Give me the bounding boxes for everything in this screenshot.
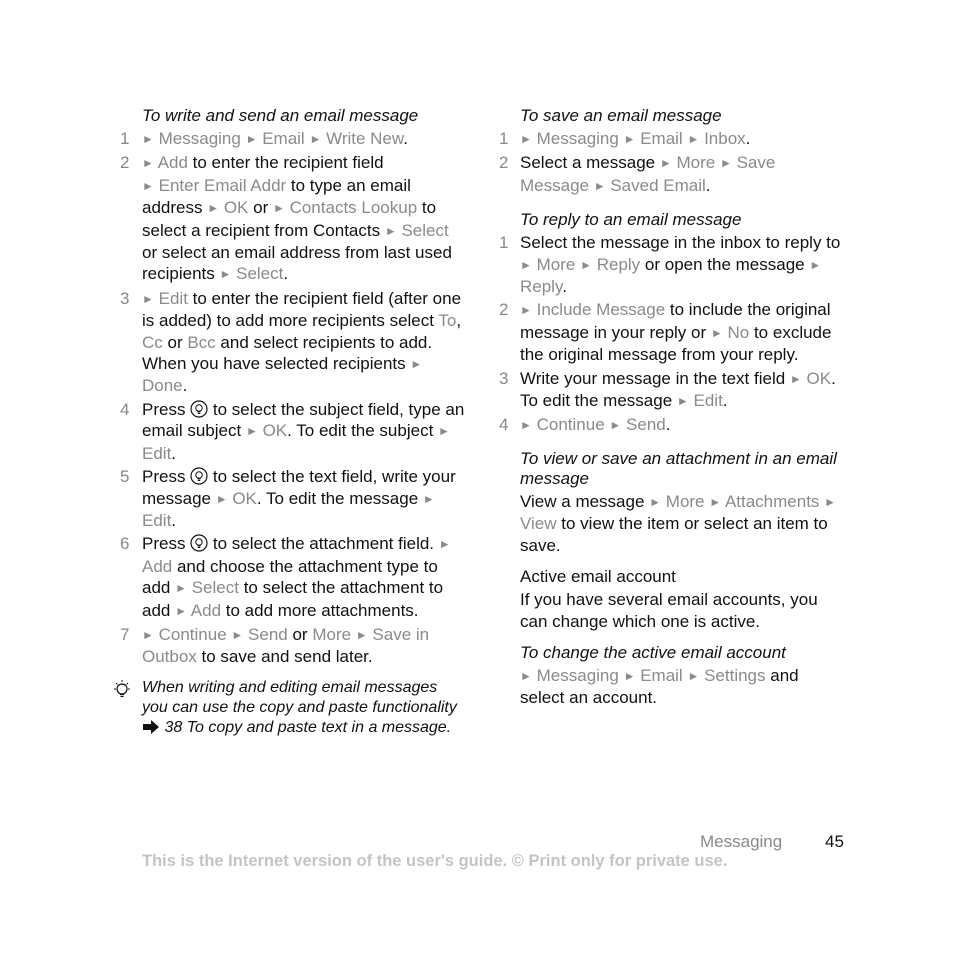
active-account-text: If you have several email accounts, you can change which one is active. (520, 590, 818, 631)
arrow-icon: ► (438, 424, 450, 439)
reply-step-1: 1 Select the message in the inbox to reply to ► More ► Reply or open the message ► Reply. (499, 233, 841, 297)
write-step-5: 5 Press to select the text field, write your message ► OK. To edit the message ► Edit. (120, 467, 456, 530)
page-number: 45 (825, 832, 844, 851)
arrow-icon: ► (142, 178, 154, 193)
left-column (120, 105, 466, 738)
arrow-icon: ► (520, 257, 532, 272)
arrow-icon: ► (207, 201, 220, 216)
arrow-icon: ► (709, 494, 722, 509)
arrow-icon: ► (687, 668, 700, 683)
select-key-icon (190, 400, 208, 418)
change-account-text: ► Messaging ► Email ► Settings and select an account. (520, 665, 799, 708)
right-column (499, 105, 845, 709)
arrow-icon: ► (593, 178, 606, 193)
arrow-icon: ► (520, 303, 532, 318)
arrow-icon: ► (609, 418, 622, 433)
active-account-heading: Active email account (520, 567, 676, 587)
arrow-icon: ► (384, 223, 397, 238)
arrow-icon: ► (272, 201, 285, 216)
arrow-icon: ► (824, 494, 837, 509)
arrow-icon: ► (142, 291, 154, 306)
arrow-icon: ► (422, 491, 435, 506)
write-step-6: 6 Press to select the attachment field. ► Add and choose the attachment type to add ► Select to select the attachment to add ► Add to add more attachments. (120, 534, 451, 620)
arrow-icon: ► (649, 494, 662, 509)
arrow-icon: ► (142, 132, 154, 146)
save-email-heading: To save an email message (520, 106, 722, 125)
write-step-7: 7 ► Continue ► Send or More ► Save in Outbox to save and send later. (120, 624, 430, 667)
arrow-icon: ► (623, 668, 636, 683)
arrow-icon: ► (215, 491, 228, 506)
reply-step-2: 2 ► Include Message to include the original message in your reply or ► No to exclude the original message from your reply. (499, 300, 832, 365)
arrow-icon: ► (623, 132, 636, 146)
view-attachment-heading: To view or save an attachment in an email message (520, 448, 837, 488)
arrow-icon: ► (676, 394, 689, 409)
reply-step-3: 3 Write your message in the text field ► OK. To edit the message ► Edit. (499, 368, 836, 411)
arrow-icon: ► (245, 424, 258, 439)
write-step-4: 4 Press to select the subject field, type an email subject ► OK. To edit the subject ► Edit. (120, 399, 465, 463)
arrow-icon: ► (438, 537, 451, 552)
write-step-3: 3 ► Edit to enter the recipient field (after one is added) to add more recipients select To, Cc or Bcc and select recipients to add. When you have selected recipients ► Done. (120, 288, 462, 396)
footer-section-name: Messaging (700, 832, 783, 851)
change-account-heading: To change the active email account (520, 642, 786, 662)
arrow-icon: ► (520, 418, 532, 433)
select-key-icon (190, 534, 208, 552)
arrow-icon: ► (245, 132, 258, 146)
lightbulb-icon (110, 678, 134, 702)
arrow-icon: ► (520, 668, 532, 683)
arrow-icon: ► (219, 267, 232, 282)
arrow-icon: ► (355, 627, 368, 642)
footer-note: This is the Internet version of the user's guide. © Print only for private use. (142, 852, 728, 870)
arrow-icon: ► (142, 627, 154, 642)
save-step-2: 2 Select a message ► More ► Save Message ► Saved Email. (499, 153, 776, 195)
arrow-icon: ► (687, 132, 700, 146)
arrow-icon: ► (175, 581, 187, 596)
arrow-icon: ► (175, 603, 187, 618)
reply-email-heading: To reply to an email message (520, 210, 742, 230)
arrow-icon: ► (659, 156, 672, 171)
arrow-icon: ► (809, 257, 822, 272)
arrow-icon: ► (231, 627, 244, 642)
reply-step-4: 4 ► Continue ► Send. (499, 415, 671, 435)
write-step-1: 1 ► Messaging ► Email ► Write New. (120, 129, 408, 148)
cross-reference-arrow-icon (142, 720, 160, 734)
arrow-icon: ► (789, 371, 802, 386)
arrow-icon: ► (520, 132, 532, 146)
arrow-icon: ► (580, 257, 592, 272)
select-key-icon (190, 467, 208, 485)
view-attachment-text: View a message ► More ► Attachments ► View to view the item or select an item to save. (520, 491, 837, 555)
arrow-icon: ► (719, 156, 732, 171)
write-email-heading: To write and send an email message (142, 106, 419, 125)
write-step-2: 2 ► Add to enter the recipient field ► Enter Email Addr to type an email address ► OK or ► Contacts Lookup to select a recipient from Contacts ► Select or select an email address from last used recipients ► Select. (120, 153, 452, 284)
arrow-icon: ► (309, 132, 322, 146)
arrow-icon: ► (710, 325, 723, 340)
tip-note: When writing and editing email messages you can use the copy and paste functionality 38 To copy and paste text in a message. (120, 678, 466, 738)
save-step-1: 1 ► Messaging ► Email ► Inbox. (499, 129, 751, 148)
arrow-icon: ► (410, 357, 423, 372)
arrow-icon: ► (142, 156, 154, 171)
